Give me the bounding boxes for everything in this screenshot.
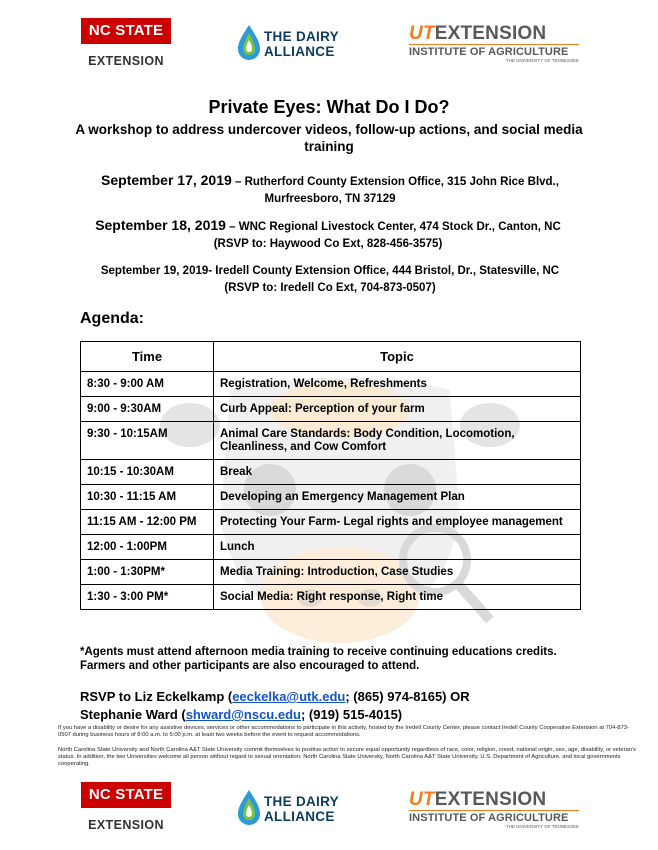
agenda-time: 10:30 - 11:15 AM <box>81 485 214 510</box>
table-row <box>81 422 581 460</box>
table-row <box>81 585 581 610</box>
agenda-table <box>80 341 581 610</box>
event-september-17: September 17, 2019 – Rutherford County Extension Office, 315 John Rice Blvd., Murfreesboro, TN 37129 <box>101 172 559 205</box>
agenda-topic: Curb Appeal: Perception of your farm <box>214 397 581 422</box>
agenda-time: 10:15 - 10:30AM <box>81 460 214 485</box>
table-row <box>81 372 581 397</box>
agenda-topic: Animal Care Standards: Body Condition, Locomotion, Cleanliness, and Cow Comfort <box>214 422 581 460</box>
dairy-alliance-logo: THE DAIRY ALLIANCE <box>236 788 366 834</box>
ut-extension-logo: UTEXTENSION INSTITUTE OF AGRICULTURE THE UNIVERSITY OF TENNESSEE <box>409 23 579 63</box>
table-row <box>81 485 581 510</box>
ncstate-extension-logo: NC STATE EXTENSION <box>81 782 171 832</box>
agenda-topic: Social Media: Right response, Right time <box>214 585 581 610</box>
event-september-19: September 19, 2019- Iredell County Extension Office, 444 Bristol, Dr., Statesville, NC (RSVP to: Iredell Co Ext, 704-873-0507) <box>100 265 560 294</box>
page-title: Private Eyes: What Do I Do? <box>208 97 450 117</box>
footer-logos <box>0 776 658 838</box>
agenda-time: 1:30 - 3:00 PM* <box>81 585 214 610</box>
agenda-topic: Registration, Welcome, Refreshments <box>214 372 581 397</box>
agent-credit-note: *Agents must attend afternoon media training to receive continuing educations credits. Farmers and other participants are also encouraged to attend. <box>80 646 557 672</box>
table-row <box>81 397 581 422</box>
agenda-topic: Lunch <box>214 535 581 560</box>
email-link-liz[interactable]: eeckelka@utk.edu <box>232 689 346 704</box>
agenda-time: 12:00 - 1:00PM <box>81 535 214 560</box>
agenda-topic: Break <box>214 460 581 485</box>
rsvp-block: RSVP to Liz Eckelkamp (eeckelka@utk.edu; (865) 974-8165) OR Stephanie Ward (shward@nscu.edu; (919) 515-4015) <box>80 689 470 722</box>
header-topic: Topic <box>214 342 581 372</box>
agenda-time: 11:15 AM - 12:00 PM <box>81 510 214 535</box>
table-row <box>81 510 581 535</box>
email-link-stephanie[interactable]: shward@nscu.edu <box>185 707 301 722</box>
table-row <box>81 535 581 560</box>
table-row <box>81 560 581 585</box>
agenda-time: 8:30 - 9:00 AM <box>81 372 214 397</box>
dairy-alliance-logo: THE DAIRY ALLIANCE <box>236 23 366 69</box>
accessibility-statement: If you have a disability or desire for any assistive devices, services or other accommodations to participate in this activity, hosted by the Iredell County Center, please contact Iredell County Cooperative Extension at 704-873-0507 during business hours of 8:00 a.m. to 5:00 p.m. at least two weeks before the event to request accommodations. <box>58 725 629 738</box>
droplet-icon <box>236 788 262 828</box>
event-september-18: September 18, 2019 – WNC Regional Livestock Center, 474 Stock Dr., Canton, NC (RSVP to: Haywood Co Ext, 828-456-3575) <box>95 217 561 250</box>
header-time: Time <box>81 342 214 372</box>
agenda-topic: Media Training: Introduction, Case Studies <box>214 560 581 585</box>
ncstate-extension-logo: NC STATE EXTENSION <box>81 18 171 68</box>
agenda-heading: Agenda: <box>80 310 144 327</box>
agenda-time: 9:30 - 10:15AM <box>81 422 214 460</box>
nondiscrimination-statement: North Carolina State University and North Carolina A&T State University commit themselves to positive action to secure equal opportunity regardless of race, color, religion, creed, national origin, sex, age, disability, or veteran's status. In addition, the two Universities welcome all person without regard to sexual orientation. North Carolina State University, North Carolina A&T State University, U.S. Department of Agriculture, and local governments cooperating. <box>58 747 636 767</box>
droplet-icon <box>236 23 262 63</box>
table-header-row <box>81 342 581 372</box>
page-subtitle: A workshop to address undercover videos, follow-up actions, and social media training <box>75 122 583 154</box>
agenda-topic: Developing an Emergency Management Plan <box>214 485 581 510</box>
agenda-time: 9:00 - 9:30AM <box>81 397 214 422</box>
agenda-topic: Protecting Your Farm- Legal rights and employee management <box>214 510 581 535</box>
agenda-time: 1:00 - 1:30PM* <box>81 560 214 585</box>
header-logos <box>0 18 658 80</box>
ut-extension-logo: UTEXTENSION INSTITUTE OF AGRICULTURE THE UNIVERSITY OF TENNESSEE <box>409 789 579 829</box>
table-row <box>81 460 581 485</box>
